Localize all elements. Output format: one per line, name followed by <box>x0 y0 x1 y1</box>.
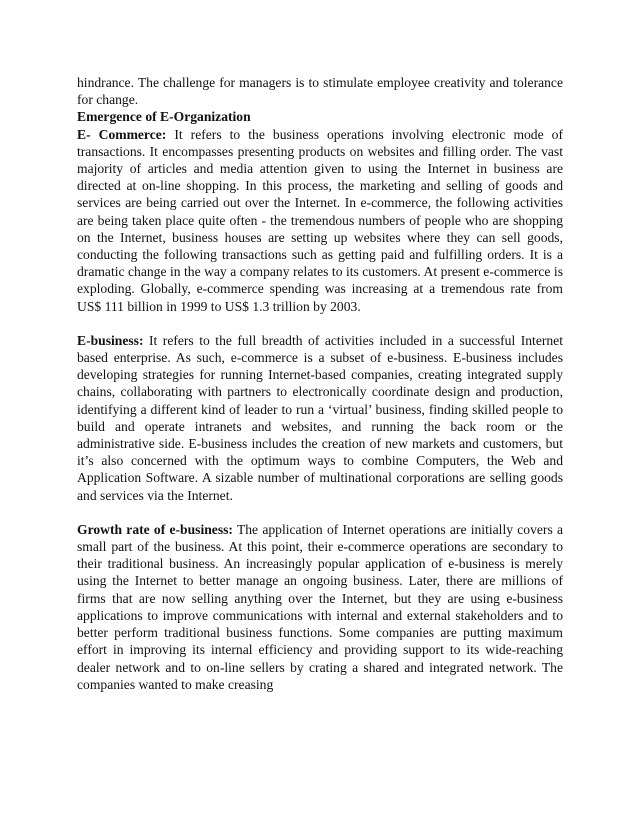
growth-term: Growth rate of e-business: <box>77 521 233 537</box>
section-heading: Emergence of E-Organization <box>77 109 251 125</box>
ebusiness-paragraph <box>77 332 563 504</box>
ebusiness-text: It refers to the full breadth of activities included in a successful Internet based enterprise. As such, e-commerce is a subset of e-business. E-business includes developing strategies for running Internet-based companies, creating integrated supply chains, collaborating with partners to electronically coordinate design and production, identifying a different kind of leader to run a ‘virtual’ business, finding skilled people to build and operate intranets and websites, and running the back room or the administrative side. E-business includes the creation of new markets and customers, but it’s also concerned with the optimum ways to combine Computers, the Web and Application Software. A sizable number of multinational corporations are selling goods and services via the Internet. <box>77 332 563 503</box>
ecommerce-text: It refers to the business operations involving electronic mode of transactions. It encompasses presenting products on websites and filling order. The vast majority of articles and media attention given to using the Internet in business are directed at on-line shopping. In this process, the marketing and selling of goods and services are being carried out over the Internet. In e-commerce, the following activities are being taken place quite often - the tremendous numbers of people who are shopping on the Internet, business houses are setting up websites where they can sell goods, conducting the following transactions such as getting paid and fulfilling orders. It is a dramatic change in the way a company relates to its customers. At present e-commerce is exploding. Globally, e-commerce spending was increasing at a tremendous rate from US$ 111 billion in 1999 to US$ 1.3 trillion by 2003. <box>77 126 564 314</box>
ecommerce-term: E- Commerce: <box>77 126 167 142</box>
document-page <box>77 74 563 693</box>
growth-paragraph <box>77 521 563 693</box>
intro-paragraph: hindrance. The challenge for managers is to stimulate employee creativity and tolerance for change. <box>77 75 563 108</box>
ebusiness-term: E-business: <box>77 332 144 348</box>
ecommerce-paragraph <box>77 126 563 315</box>
growth-text: The application of Internet operations are initially covers a small part of the business. At this point, their e-commerce operations are secondary to their traditional business. An increasingly popular application of e-business is merely using the Internet to better manage an ongoing business. Later, there are millions of firms that are now selling anything over the Internet, but they are using e-business applications to improve communications with internal and external stakeholders and to better perform traditional business functions. Some companies are putting maximum effort in improving its internal efficiency and providing support to its wide-reaching dealer network and to on-line sellers by crating a shared and integrated network. The companies wanted to make creasing <box>77 521 564 692</box>
